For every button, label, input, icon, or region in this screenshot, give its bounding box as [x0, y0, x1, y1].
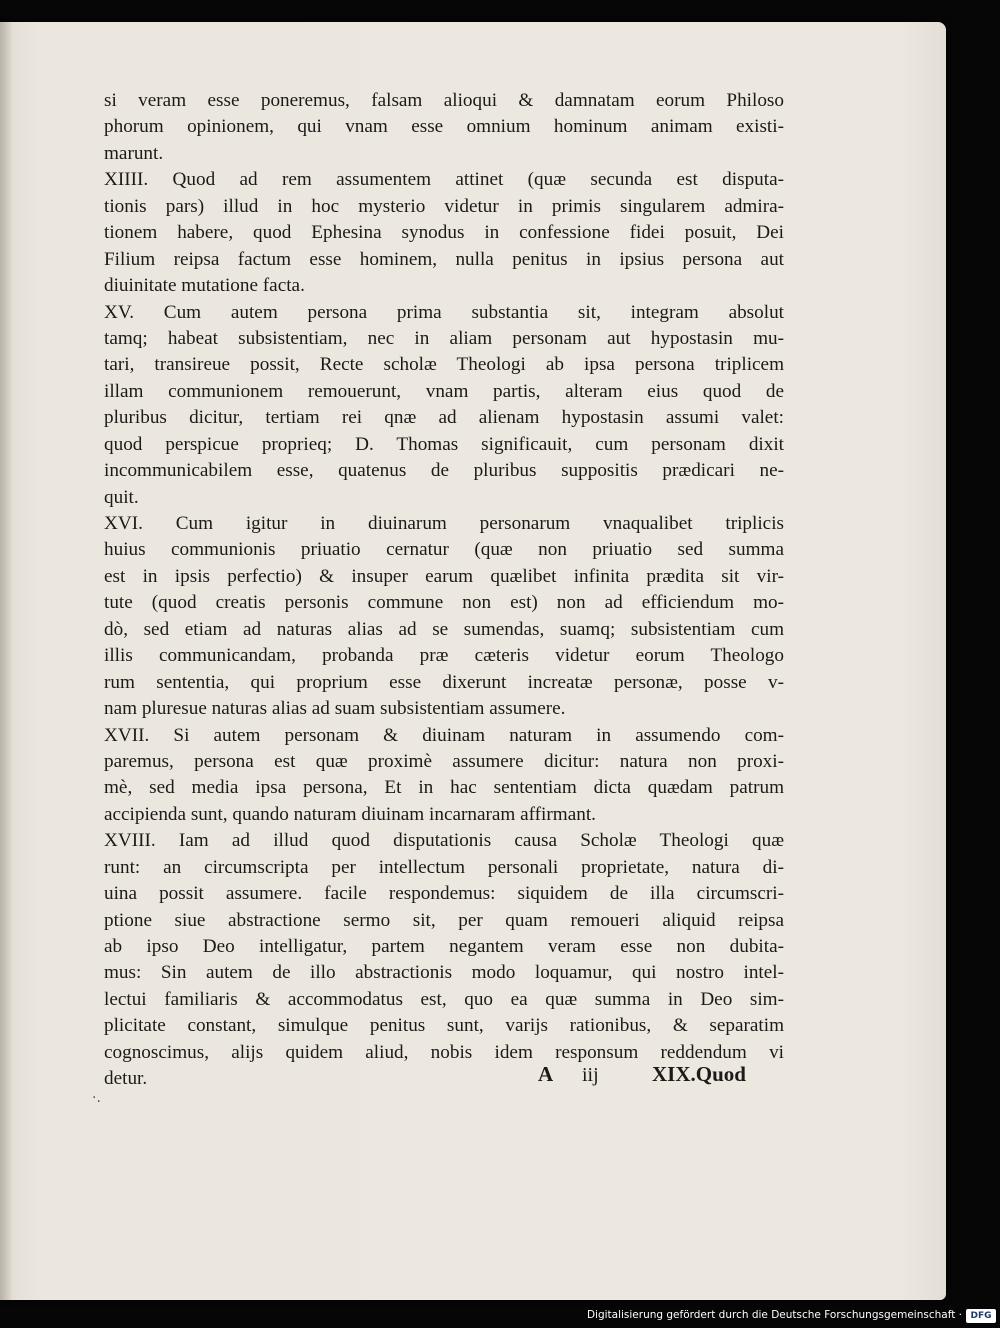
text-line: quit.	[104, 486, 139, 508]
text-line: quod perspicue proprieq; D. Thomas significauit, cum personam dixit	[104, 433, 784, 455]
text-line: lectui familiaris & accommodatus est, quo ea quæ summa in Deo sim-	[104, 988, 784, 1010]
catchword: XIX.Quod	[652, 1062, 746, 1086]
leaf-number: iij	[582, 1064, 599, 1086]
text-line: tari, transireue possit, Recte scholæ Theologi ab ipsa persona triplicem	[104, 354, 784, 376]
text-line: paremus, persona est quæ proximè assumere dicitur: natura non proxi-	[104, 750, 784, 772]
text-line: runt: an circumscripta per intellectum personali proprietate, natura di-	[104, 856, 784, 878]
text-line: XVIII. Iam ad illud quod disputationis causa Scholæ Theologi quæ	[104, 830, 784, 852]
page-gutter-shadow	[0, 22, 12, 1300]
dfg-logo-icon: DFG	[966, 1309, 996, 1323]
text-line: Filium reipsa factum esse hominem, nulla penitus in ipsius persona aut	[104, 248, 784, 270]
text-line: pluribus dicitur, tertiam rei qnæ ad alienam hypostasin assumi valet:	[104, 407, 784, 429]
text-line: diuinitate mutatione facta.	[104, 275, 305, 297]
text-line: XVI. Cum igitur in diuinarum personarum vnaqualibet triplicis	[104, 513, 784, 534]
text-line: plicitate constant, simulque penitus sunt, varijs rationibus, & separatim	[104, 1015, 784, 1037]
text-line: dò, sed etiam ad naturas alias ad se sumendas, suamq; subsistentiam cum	[104, 618, 784, 640]
digitization-credit: Digitalisierung gefördert durch die Deutsche Forschungsgemeinschaft ·	[586, 1309, 962, 1321]
text-line: rum sententia, qui proprium esse dixerunt increatæ personæ, posse v-	[104, 671, 784, 693]
signature-mark: A	[538, 1062, 554, 1086]
text-line: phorum opinionem, qui vnam esse omnium hominum animam existi-	[104, 116, 784, 138]
text-line: illam communionem remouerunt, vnam partis, alteram eius quod de	[104, 380, 784, 402]
text-line: mè, sed media ipsa persona, Et in hac sententiam dicta quædam patrum	[104, 777, 784, 799]
text-line: tionis pars) illud in hoc mysterio videtur in primis singularem admira-	[104, 195, 784, 217]
text-line: tionem habere, quod Ephesina synodus in confessione fidei posuit, Dei	[104, 222, 784, 244]
text-line: uina possit assumere. facile respondemus: siquidem de illa circumscri-	[104, 883, 784, 905]
body-text	[104, 88, 784, 1093]
text-line: si veram esse poneremus, falsam alioqui & damnatam eorum Philoso	[104, 90, 784, 111]
text-line: tute (quod creatis personis commune non est) non ad efficiendum mo-	[104, 592, 784, 614]
text-line: tamq; habeat subsistentiam, nec in aliam personam aut hypostasin mu-	[104, 327, 784, 349]
text-line: est in ipsis perfectio) & insuper earum quælibet infinita prædita sit vir-	[104, 565, 784, 587]
text-line: huius communionis priuatio cernatur (quæ non priuatio sed summa	[104, 539, 784, 561]
text-line: ptione siue abstractione sermo sit, per quam remoueri aliquid reipsa	[104, 909, 784, 931]
text-line: marunt.	[104, 142, 164, 164]
text-line: illis communicandam, probanda præ cæteris videtur eorum Theologo	[104, 645, 784, 667]
text-line: accipienda sunt, quando naturam diuinam incarnaram affirmant.	[104, 803, 596, 825]
text-line: cognoscimus, alijs quidem aliud, nobis idem responsum reddendum vi	[104, 1041, 784, 1063]
text-line: detur.	[104, 1068, 148, 1090]
text-line: mus: Sin autem de illo abstractionis modo loquamur, qui nostro intel-	[104, 962, 784, 984]
text-line: incommunicabilem esse, quatenus de pluribus suppositis prædicari ne-	[104, 460, 784, 482]
page-speck: ·.	[92, 1090, 101, 1106]
text-line: XVII. Si autem personam & diuinam naturam in assumendo com-	[104, 724, 784, 746]
text-line: nam pluresue naturas alias ad suam subsistentiam assumere.	[104, 698, 566, 720]
text-line: ab ipso Deo intelligatur, partem negantem veram esse non dubita-	[104, 936, 784, 957]
text-line: XV. Cum autem persona prima substantia sit, integram absolut	[104, 301, 784, 323]
text-line: XIIII. Quod ad rem assumentem attinet (quæ secunda est disputa-	[104, 169, 784, 191]
